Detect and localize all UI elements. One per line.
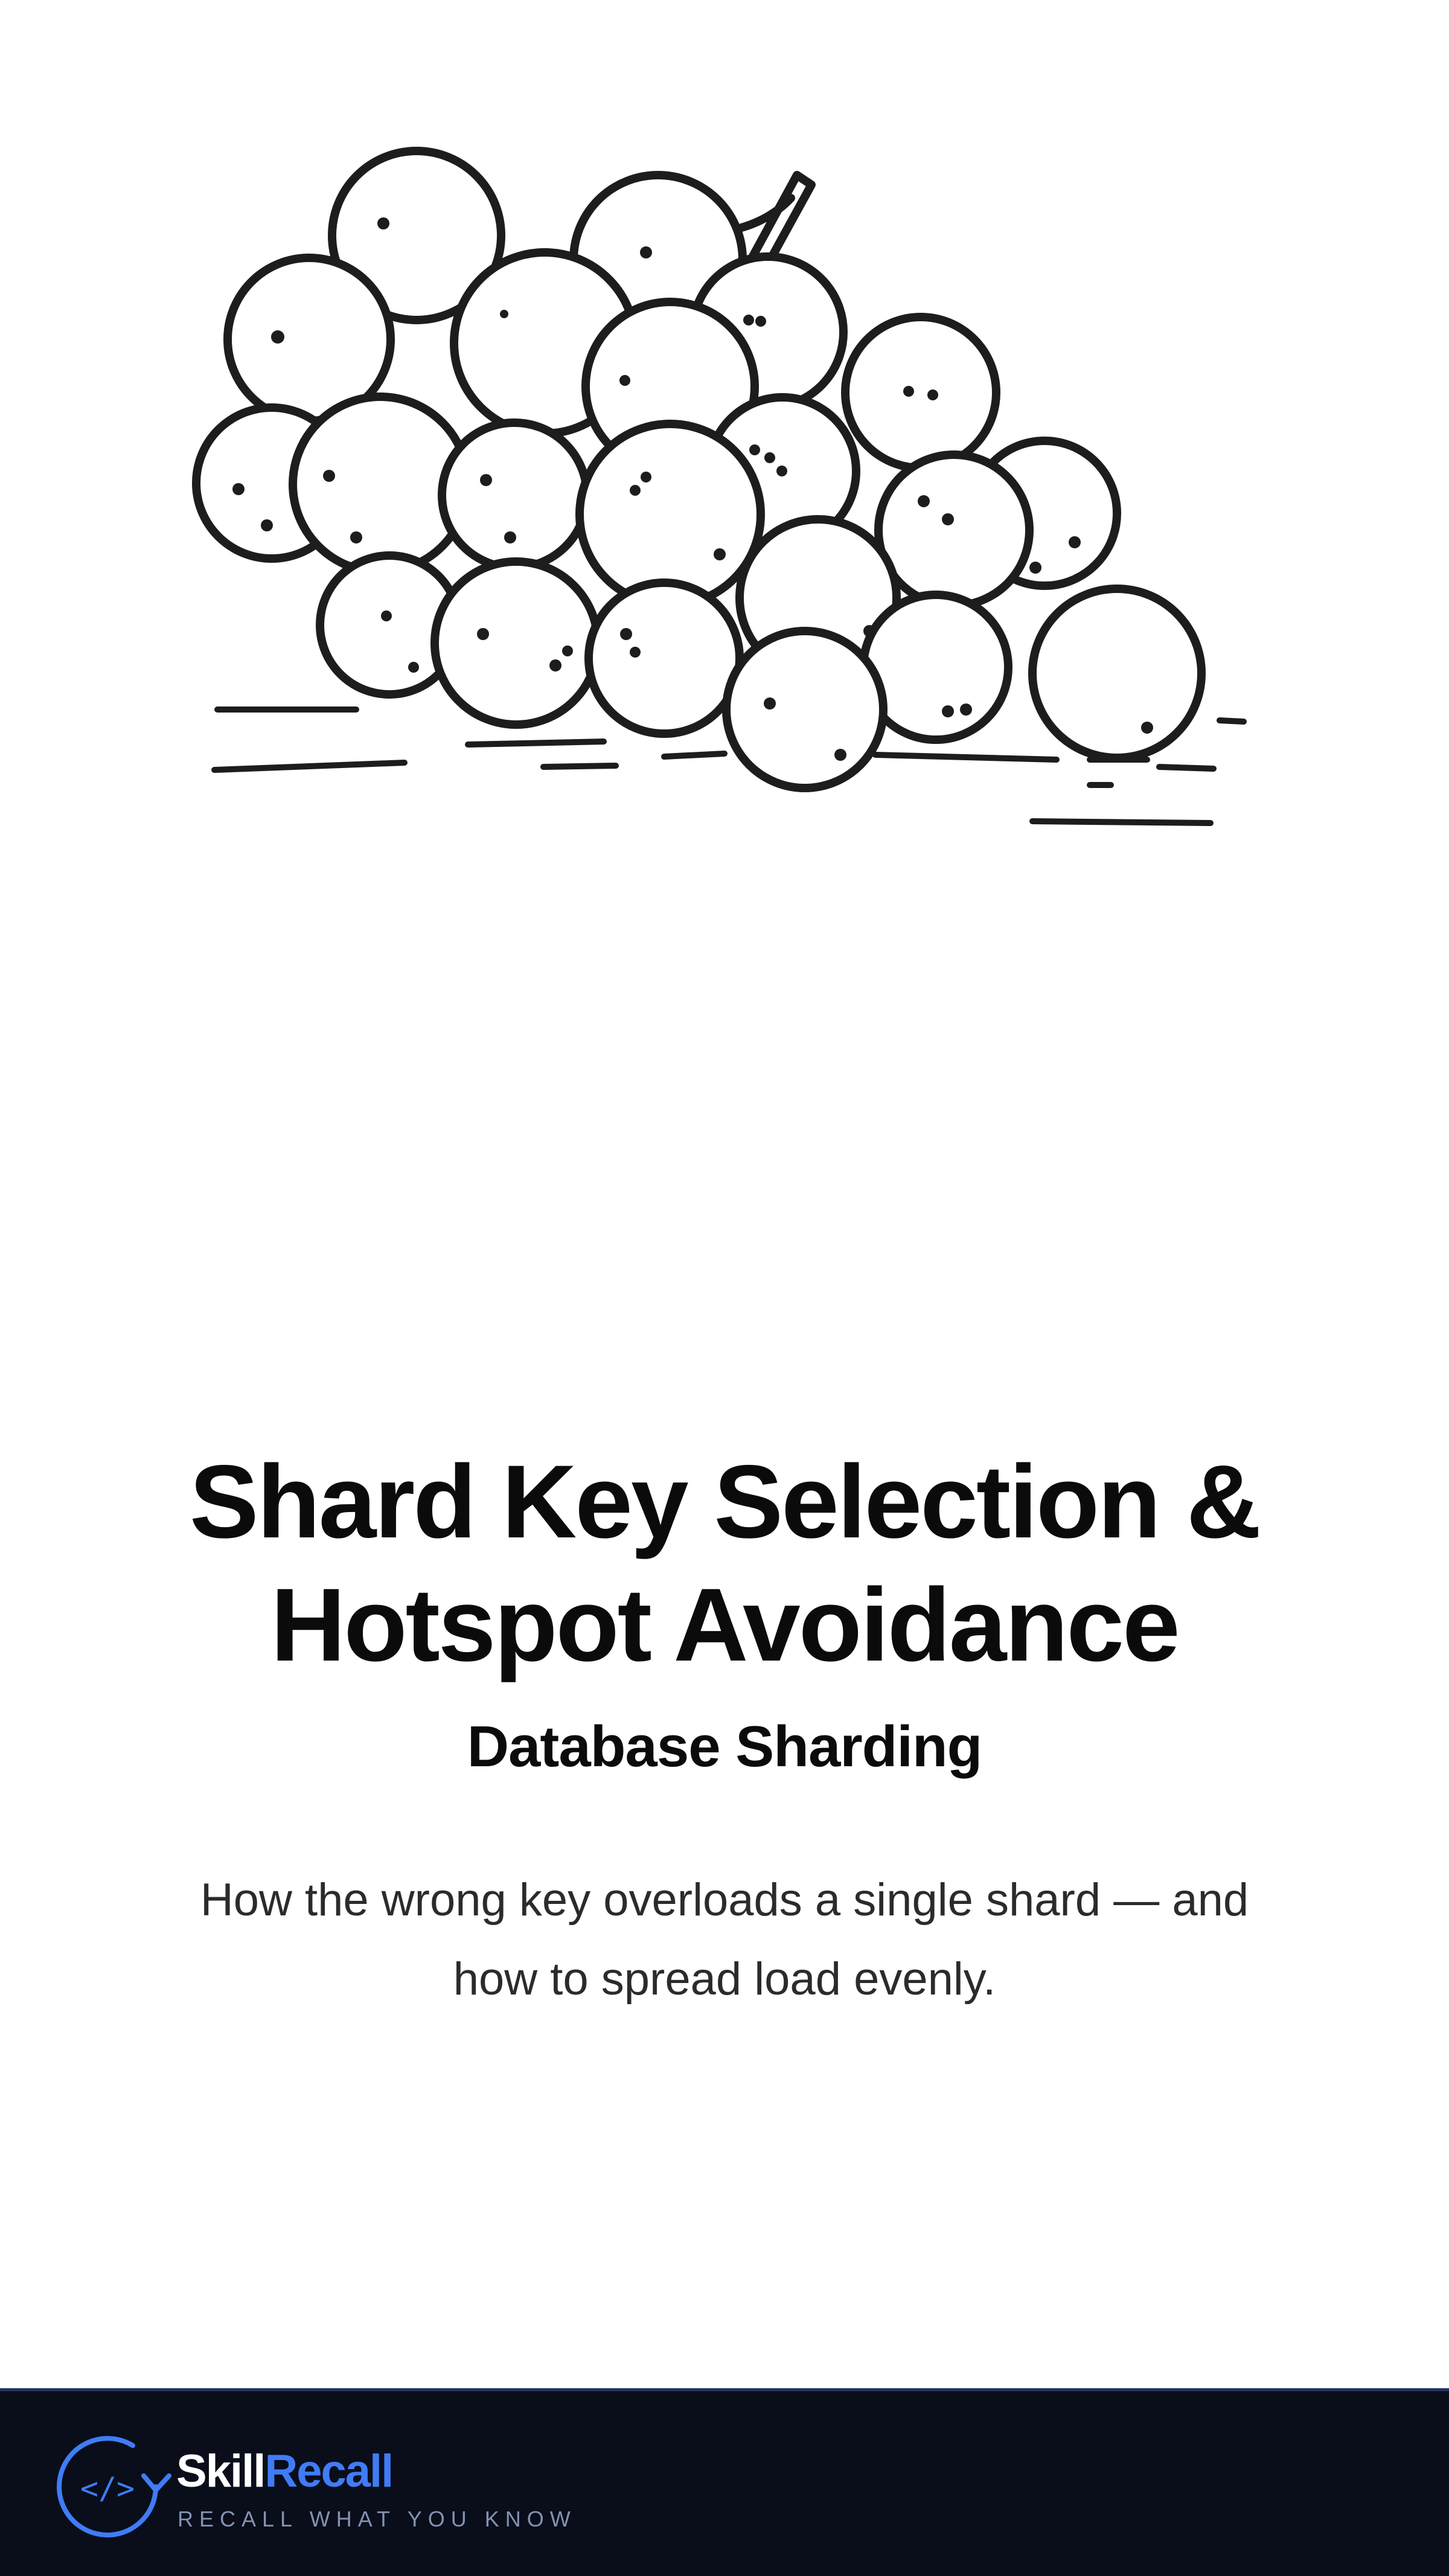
title-line-1: Shard Key Selection & — [189, 1444, 1260, 1560]
page-description — [127, 1860, 1322, 2019]
brand-tagline: RECALL WHAT YOU KNOW — [178, 2507, 577, 2531]
brand-name-skill: Skill — [176, 2446, 265, 2497]
title-line-2: Hotspot Avoidance — [270, 1567, 1179, 1683]
main-content — [0, 1440, 1449, 2019]
description-line-1: How the wrong key overloads a single shard — and — [200, 1874, 1249, 1926]
code-brackets-icon — [53, 2433, 174, 2542]
hero-illustration — [181, 115, 1268, 851]
footer-bar — [0, 2388, 1449, 2576]
description-line-2: how to spread load evenly. — [453, 1953, 996, 2005]
brand-logo — [53, 2433, 174, 2542]
page-title — [0, 1440, 1449, 1687]
brand-name — [176, 2446, 392, 2498]
brand-name-recall: Recall — [264, 2446, 393, 2497]
page-subtitle: Database Sharding — [467, 1714, 982, 1779]
grapes-icon — [181, 115, 1268, 851]
svg-text:</>: </> — [80, 2471, 135, 2506]
